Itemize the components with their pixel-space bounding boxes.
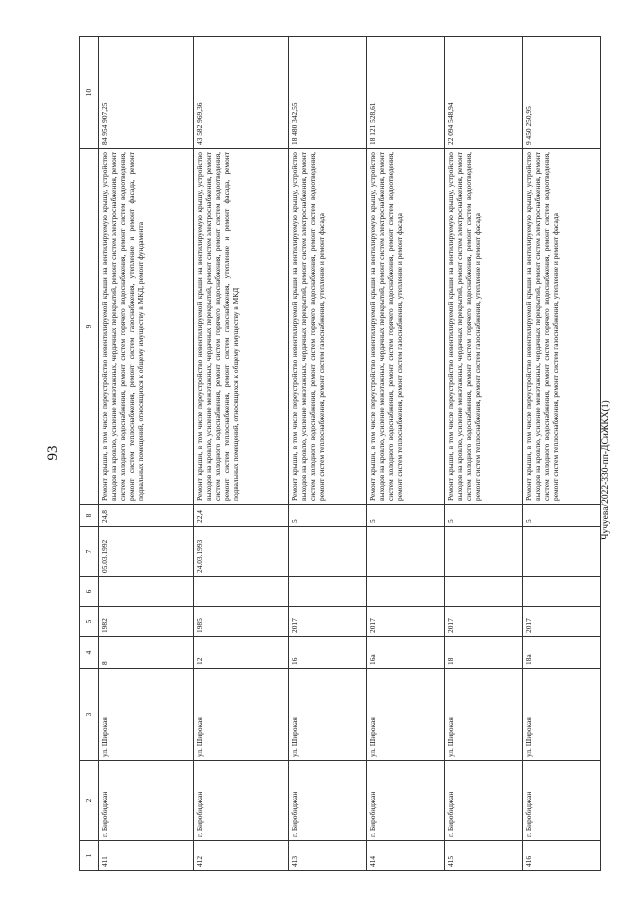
repair-table <box>79 36 601 871</box>
works-cell: Ремонт крыши, в том числе переустройство невентилируемой крыши на вентилируемую крышу, устройство выходов на кровлю, усиление межэтажных, чердачных перекрытий, ремонт систем электроснабжения, ремонт систем холодного водоснабжения, ремонт систем горячего водоснабжения, ремонт систем водоотведения, ремонт систем теплоснабжения, ремонт систем газоснабжения, утепление и ремонт фасада <box>289 149 367 505</box>
year-cell: 2017 <box>445 607 523 637</box>
column-header: 5 <box>80 607 99 637</box>
document-code: Чучуева/2022-330-пп-ДСиЖКХ(1) <box>601 400 611 540</box>
row-number: 412 <box>194 841 289 871</box>
row-number: 413 <box>289 841 367 871</box>
date-cell <box>367 527 445 577</box>
column-6-cell <box>289 577 367 607</box>
page-number: 93 <box>45 445 61 461</box>
street-cell: ул. Широкая <box>289 669 367 761</box>
works-cell: Ремонт крыши, в том числе переустройство невентилируемой крыши на вентилируемую крышу, устройство выходов на кровлю, усиление межэтажных, чердачных перекрытий, ремонт систем электроснабжения, ремонт систем холодного водоснабжения, ремонт систем горячего водоснабжения, ремонт систем водоотведения, ремонт систем теплоснабжения, ремонт систем газоснабжения, утепление и ремонт фасада, ремонт подвальных помещений, относящихся к общему имуществу в МКД, ремонт фундамента <box>99 149 194 505</box>
street-cell: ул. Широкая <box>523 669 601 761</box>
year-cell: 2017 <box>523 607 601 637</box>
table-header-row <box>80 37 99 871</box>
table-row <box>194 37 289 871</box>
works-cell: Ремонт крыши, в том числе переустройство невентилируемой крыши на вентилируемую крышу, устройство выходов на кровлю, усиление межэтажных, чердачных перекрытий, ремонт систем электроснабжения, ремонт систем холодного водоснабжения, ремонт систем горячего водоснабжения, ремонт систем водоотведения, ремонт систем теплоснабжения, ремонт систем газоснабжения, утепление и ремонт фасада <box>523 149 601 505</box>
street-cell: ул. Широкая <box>194 669 289 761</box>
year-cell: 2017 <box>289 607 367 637</box>
house-cell: 12 <box>194 637 289 669</box>
table-row <box>523 37 601 871</box>
street-cell: ул. Широкая <box>367 669 445 761</box>
cost-cell: 22 094 548,94 <box>445 37 523 149</box>
house-cell: 18а <box>523 637 601 669</box>
date-cell: 05.03.1992 <box>99 527 194 577</box>
year-cell: 1985 <box>194 607 289 637</box>
column-header: 10 <box>80 37 99 149</box>
column-header: 8 <box>80 505 99 527</box>
row-number: 416 <box>523 841 601 871</box>
year-cell: 2017 <box>367 607 445 637</box>
cost-cell: 18 121 528,61 <box>367 37 445 149</box>
column-header: 4 <box>80 637 99 669</box>
date-cell <box>523 527 601 577</box>
city-cell: г. Биробиджан <box>194 761 289 841</box>
column-header: 2 <box>80 761 99 841</box>
house-cell: 16а <box>367 637 445 669</box>
wear-cell: 5 <box>445 505 523 527</box>
works-cell: Ремонт крыши, в том числе переустройство невентилируемой крыши на вентилируемую крышу, устройство выходов на кровлю, усиление межэтажных, чердачных перекрытий, ремонт систем электроснабжения, ремонт систем холодного водоснабжения, ремонт систем горячего водоснабжения, ремонт систем водоотведения, ремонт систем теплоснабжения, ремонт систем газоснабжения, утепление и ремонт фасада <box>367 149 445 505</box>
column-header: 7 <box>80 527 99 577</box>
city-cell: г. Биробиджан <box>289 761 367 841</box>
table-row <box>445 37 523 871</box>
house-cell: 8 <box>99 637 194 669</box>
column-header: 1 <box>80 841 99 871</box>
column-6-cell <box>99 577 194 607</box>
wear-cell: 5 <box>289 505 367 527</box>
column-header: 9 <box>80 149 99 505</box>
cost-cell: 43 582 969,36 <box>194 37 289 149</box>
column-header: 3 <box>80 669 99 761</box>
cost-cell: 9 450 250,95 <box>523 37 601 149</box>
table-row <box>367 37 445 871</box>
date-cell <box>289 527 367 577</box>
date-cell: 24.03.1993 <box>194 527 289 577</box>
wear-cell: 5 <box>367 505 445 527</box>
house-cell: 18 <box>445 637 523 669</box>
table-row <box>99 37 194 871</box>
row-number: 414 <box>367 841 445 871</box>
column-header: 6 <box>80 577 99 607</box>
table-row <box>289 37 367 871</box>
column-6-cell <box>523 577 601 607</box>
works-cell: Ремонт крыши, в том числе переустройство невентилируемой крыши на вентилируемую крышу, устройство выходов на кровлю, усиление межэтажных, чердачных перекрытий, ремонт систем электроснабжения, ремонт систем холодного водоснабжения, ремонт систем горячего водоснабжения, ремонт систем водоотведения, ремонт систем теплоснабжения, ремонт систем газоснабжения, утепление и ремонт фасада, ремонт подвальных помещений, относящихся к общему имуществу в МКД <box>194 149 289 505</box>
city-cell: г. Биробиджан <box>523 761 601 841</box>
row-number: 415 <box>445 841 523 871</box>
city-cell: г. Биробиджан <box>367 761 445 841</box>
street-cell: ул. Широкая <box>99 669 194 761</box>
cost-cell: 84 954 907,25 <box>99 37 194 149</box>
wear-cell: 5 <box>523 505 601 527</box>
table-container <box>79 37 601 871</box>
column-6-cell <box>194 577 289 607</box>
street-cell: ул. Широкая <box>445 669 523 761</box>
date-cell <box>445 527 523 577</box>
house-cell: 16 <box>289 637 367 669</box>
column-6-cell <box>367 577 445 607</box>
cost-cell: 18 480 342,55 <box>289 37 367 149</box>
works-cell: Ремонт крыши, в том числе переустройство невентилируемой крыши на вентилируемую крышу, устройство выходов на кровлю, усиление межэтажных, чердачных перекрытий, ремонт систем электроснабжения, ремонт систем холодного водоснабжения, ремонт систем горячего водоснабжения, ремонт систем водоотведения, ремонт систем теплоснабжения, ремонт систем газоснабжения, утепление и ремонт фасада <box>445 149 523 505</box>
city-cell: г. Биробиджан <box>99 761 194 841</box>
wear-cell: 22,4 <box>194 505 289 527</box>
column-6-cell <box>445 577 523 607</box>
year-cell: 1982 <box>99 607 194 637</box>
wear-cell: 24,8 <box>99 505 194 527</box>
city-cell: г. Биробиджан <box>445 761 523 841</box>
row-number: 411 <box>99 841 194 871</box>
